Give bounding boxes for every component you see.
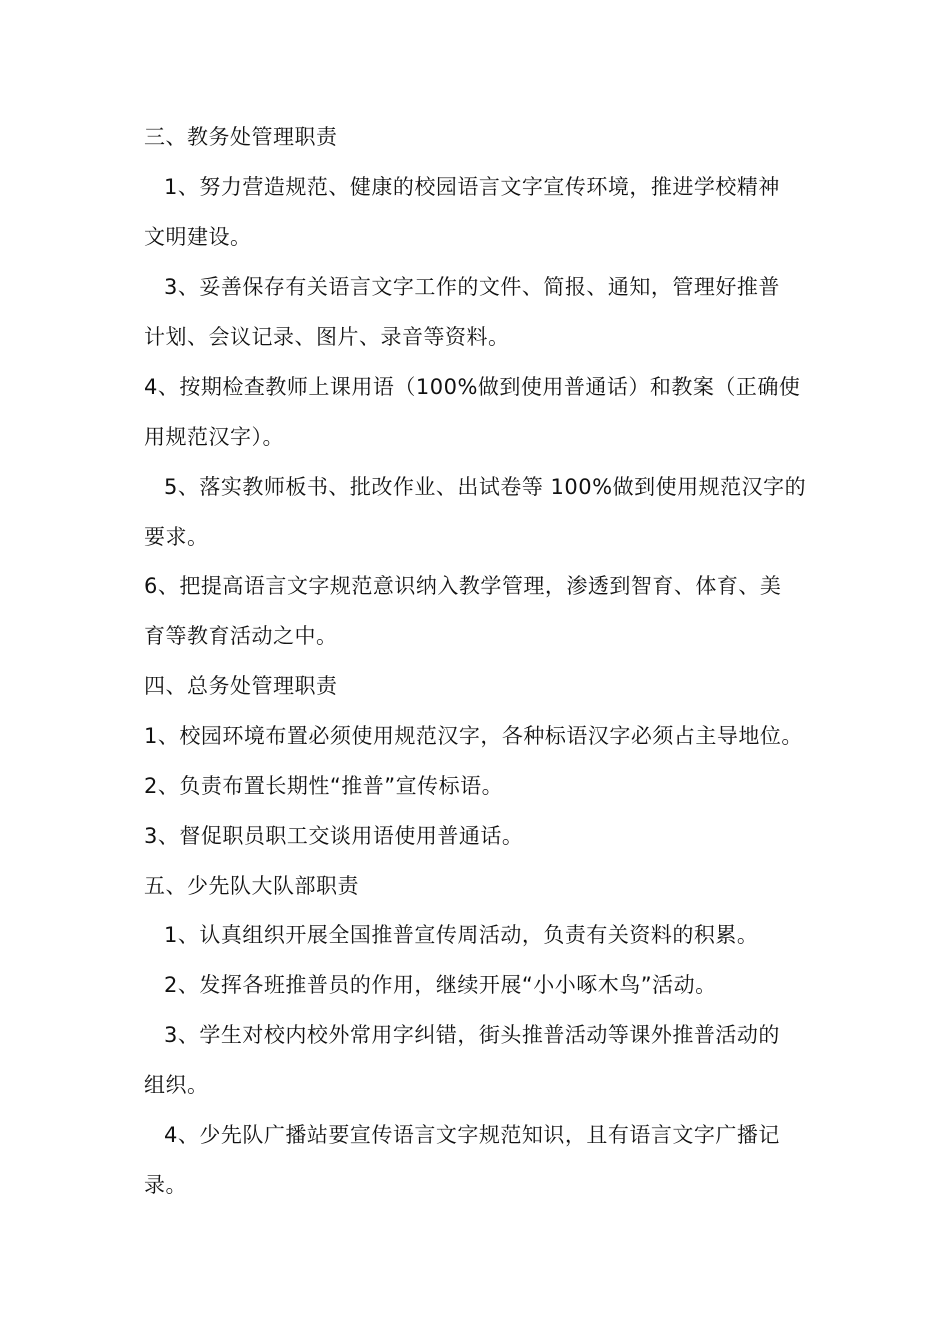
paragraph-line: 3、妥善保存有关语言文字工作的文件、简报、通知，管理好推普 xyxy=(164,275,780,299)
paragraph-line: 4、按期检查教师上课用语（100%做到使用普通话）和教案（正确使 xyxy=(144,375,801,399)
section-heading-general-affairs: 四、总务处管理职责 xyxy=(144,674,338,698)
paragraph-line: 3、督促职员职工交谈用语使用普通话。 xyxy=(144,824,524,848)
paragraph-line: 文明建设。 xyxy=(144,225,252,249)
paragraph-line: 2、负责布置长期性“推普”宣传标语。 xyxy=(144,774,504,798)
paragraph-line: 组织。 xyxy=(144,1073,209,1097)
paragraph-line: 1、校园环境布置必须使用规范汉字，各种标语汉字必须占主导地位。 xyxy=(144,724,803,748)
section-heading-young-pioneers: 五、少先队大队部职责 xyxy=(144,874,359,898)
paragraph-line: 1、努力营造规范、健康的校园语言文字宣传环境，推进学校精神 xyxy=(164,175,780,199)
section-heading-academic-affairs: 三、教务处管理职责 xyxy=(144,125,338,149)
paragraph-line: 1、认真组织开展全国推普宣传周活动，负责有关资料的积累。 xyxy=(164,923,759,947)
paragraph-line: 3、学生对校内校外常用字纠错，街头推普活动等课外推普活动的 xyxy=(164,1023,780,1047)
paragraph-line: 育等教育活动之中。 xyxy=(144,624,338,648)
paragraph-line: 2、发挥各班推普员的作用，继续开展“小小啄木鸟”活动。 xyxy=(164,973,717,997)
paragraph-line: 5、落实教师板书、批改作业、出试卷等 100%做到使用规范汉字的 xyxy=(164,475,807,499)
paragraph-line: 计划、会议记录、图片、录音等资料。 xyxy=(144,325,510,349)
paragraph-line: 6、把提高语言文字规范意识纳入教学管理，渗透到智育、体育、美 xyxy=(144,574,782,598)
paragraph-line: 用规范汉字）。 xyxy=(144,425,284,449)
paragraph-line: 4、少先队广播站要宣传语言文字规范知识，且有语言文字广播记 xyxy=(164,1123,780,1147)
paragraph-line: 录。 xyxy=(144,1173,187,1197)
paragraph-line: 要求。 xyxy=(144,525,209,549)
